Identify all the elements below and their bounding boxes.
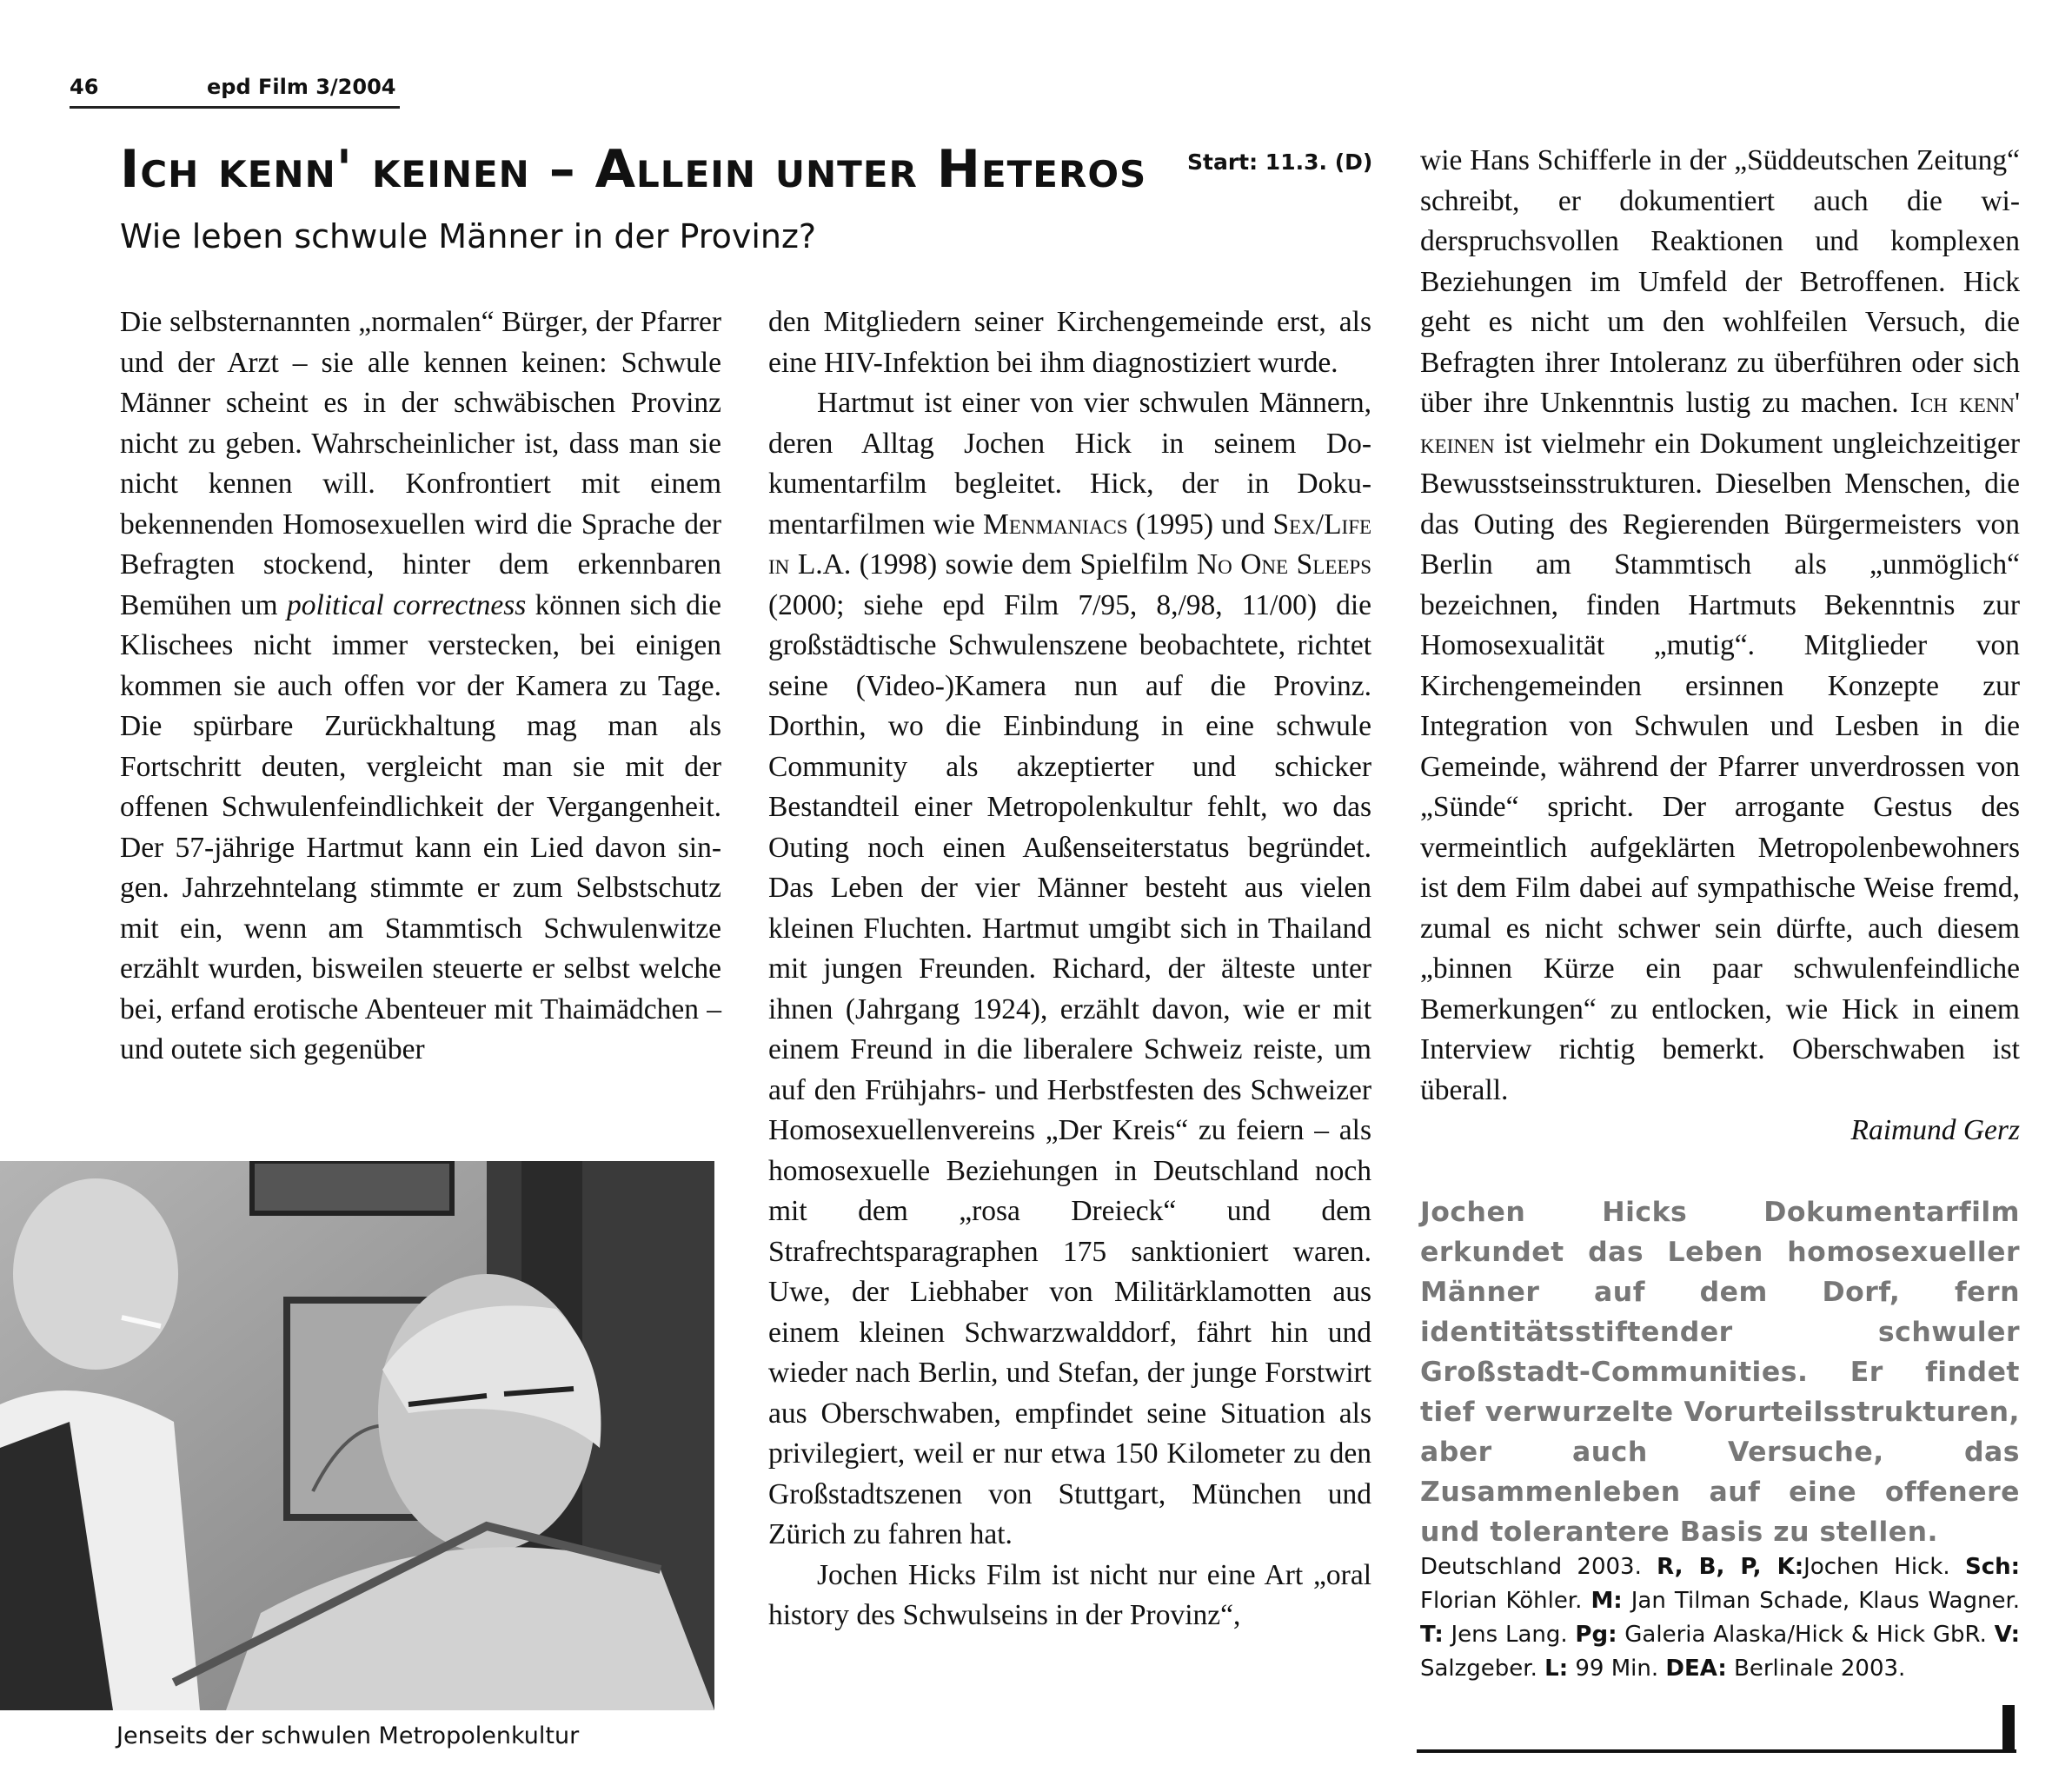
page-number: 46 — [70, 75, 99, 99]
paragraph: Jochen Hicks Film ist nicht nur eine Art „oral history des Schwulseins in der Provinz“, — [768, 1558, 1371, 1631]
paragraph: Die selbsternannten „normalen“ Bürger, der Pfarrer und der Arzt – sie alle kennen keinen: Schwule Männer scheint es in der schwäbischen Provinz nicht zu geben. Wahrscheinlicher ist, dass man sie nicht kennen will. Konfrontiert mit einem bekennenden Homosexuellen wird die Sprache der Befragten stockend, hinter dem erkennbaren Bemühen um political correctness können sich die Klischees nicht immer verstecken, bei einigen kommen sie auch offen vor der Kamera zu Tage. Die spürbare Zurückhaltung mag man als Fortschritt deuten, vergleicht man sie mit der offenen Schwulenfeindlichkeit der Vergangenheit. Der 57-jährige Hartmut kann ein Lied davon singen. Jahrzehntelang stimmte er zum Selbstschutz mit ein, wenn am Stammtisch Schwulenwitze erzählt wurden, bisweilen steuerte er selbst welche bei, erfand erotische Abenteuer mit Thaimädchen – und outete sich gegenüber — [120, 306, 721, 1065]
article-subtitle: Wie leben schwule Männer in der Provinz? — [120, 217, 817, 256]
film-title: No One Sleeps — [1196, 548, 1372, 581]
italic-phrase: political correctness — [287, 588, 527, 621]
film-title: Sex/Life in — [768, 508, 1372, 581]
paragraph: Hartmut ist einer von vier schwulen Männern, deren Alltag Jochen Hick in seinem Dokumentarfilm begleitet. Hick, der in Dokumentarfilmen wie Menmaniacs (1995) und Sex/Life in L.A. (1998) sowie dem Spielfilm No One Sleeps (2000; siehe epd Film 7/95, 8,/98, 11/00) die großstädtische Schwulenszene beobachtete, richtet seine (Video-)Kamera nun auf die Provinz. Dorthin, wo die Einbindung in eine schwule Community als akzeptierter und schicker Bestandteil einer Metropolenkultur fehlt, wo das Outing noch einen Außenseiterstatus begründet. Das Leben der vier Männer besteht aus vielen kleinen Fluchten. Hartmut umgibt sich in Thailand mit jungen Freunden. Richard, der älteste unter ihnen (Jahrgang 1924), erzählt davon, wie er mit einem Freund in die liberalere Schweiz reiste, um auf den Frühjahrs- und Herbstfesten des Schweizer Homosexuellenvereins „Der Kreis“ zu feiern – als homosexuelle Beziehungen in Deutschland noch mit dem „rosa Dreieck“ und dem Strafrechtsparagraphen 175 sanktioniert waren. Uwe, der Liebhaber von Militärklamotten aus einem kleinen Schwarzwalddorf, fährt hin und wieder nach Berlin, und Stefan, der junge Forstwirt aus Oberschwaben, empfindet seine Situation als privilegiert, weil er nur etwa 150 Kilometer zu den Großstadtszenen von Stuttgart, München und Zürich zu fahren hat. — [768, 387, 1372, 1550]
film-still-photo — [0, 1161, 714, 1710]
release-date: Start: 11.3. (D) — [1187, 149, 1373, 175]
page-header — [70, 71, 400, 109]
column-1 — [120, 302, 721, 1071]
film-title: Ich kenn' keinen — [1420, 387, 2021, 460]
magazine-issue: epd Film 3/2004 — [207, 75, 396, 99]
column-3 — [1420, 141, 2020, 1151]
author-name: Raimund Gerz — [1850, 1114, 2020, 1146]
article-summary: Jochen Hicks Dokumentarfilm erkundet das Leben homosexueller Männer auf dem Dorf, fern identitätsstiftender schwuler Großstadt-Communities. Er findet tief verwurzelte Vorurteilsstrukturen, aber auch Versuche, das Zusammenleben auf eine offenere und tolerantere Basis zu stellen. — [1420, 1197, 2020, 1548]
column-2 — [768, 302, 1371, 1636]
paragraph: den Mitgliedern seiner Kirchengemeinde erst, als eine HIV-Infektion bei ihm diagnostiziert wurde. — [768, 306, 1371, 379]
film-title: Menmaniacs — [983, 508, 1128, 541]
photo-caption: Jenseits der schwulen Metropolenkultur — [116, 1722, 580, 1749]
end-mark — [2002, 1705, 2015, 1753]
article-title: Ich kenn' keinen – Allein unter Heteros — [120, 139, 1147, 200]
paragraph: wie Hans Schifferle in der „Süddeutschen Zeitung“ schreibt, er dokumentiert auch die widerspruchsvollen Reaktionen und komplexen Beziehungen im Umfeld der Betroffenen. Hick geht es nicht um den wohlfeilen Versuch, die Befragten ihrer Intoleranz zu überführen oder sich über ihre Unkenntnis lustig zu machen. Ich kenn' keinen ist vielmehr ein Dokument ungleichzeitiger Bewusstseinsstrukturen. Dieselben Menschen, die das Outing des Regierenden Bürgermeisters von Berlin am Stammtisch als „unmöglich“ bezeichnen, finden Hartmuts Bekenntnis zur Homosexualität „mutig“. Mitglieder von Kirchengemeinden ersinnen Konzepte zur Integration von Schwulen und Lesben in die Gemeinde, während der Pfarrer unverdrossen von „Sünde“ spricht. Der arrogante Gestus des vermeintlich aufgeklärten Metropolenbewohners ist dem Film dabei auf sympathische Weise fremd, zumal es nicht schwer sein dürfte, auch diesem „binnen Kürze ein paar schwulenfeindliche Bemerkungen“ zu entlocken, wie Hick in einem Interview richtig bemerkt. Oberschwaben ist überall. — [1420, 144, 2021, 1106]
end-rule — [1417, 1749, 2016, 1753]
film-credits: Deutschland 2003. R, B, P, K:Jochen Hick. Sch: Florian Köhler. M: Jan Tilman Schade, Klaus Wagner. T: Jens Lang. Pg: Galeria Alaska/Hick & Hick GbR. V: Salzgeber. L: 99 Min. DEA: Berlinale 2003. — [1420, 1554, 2021, 1682]
